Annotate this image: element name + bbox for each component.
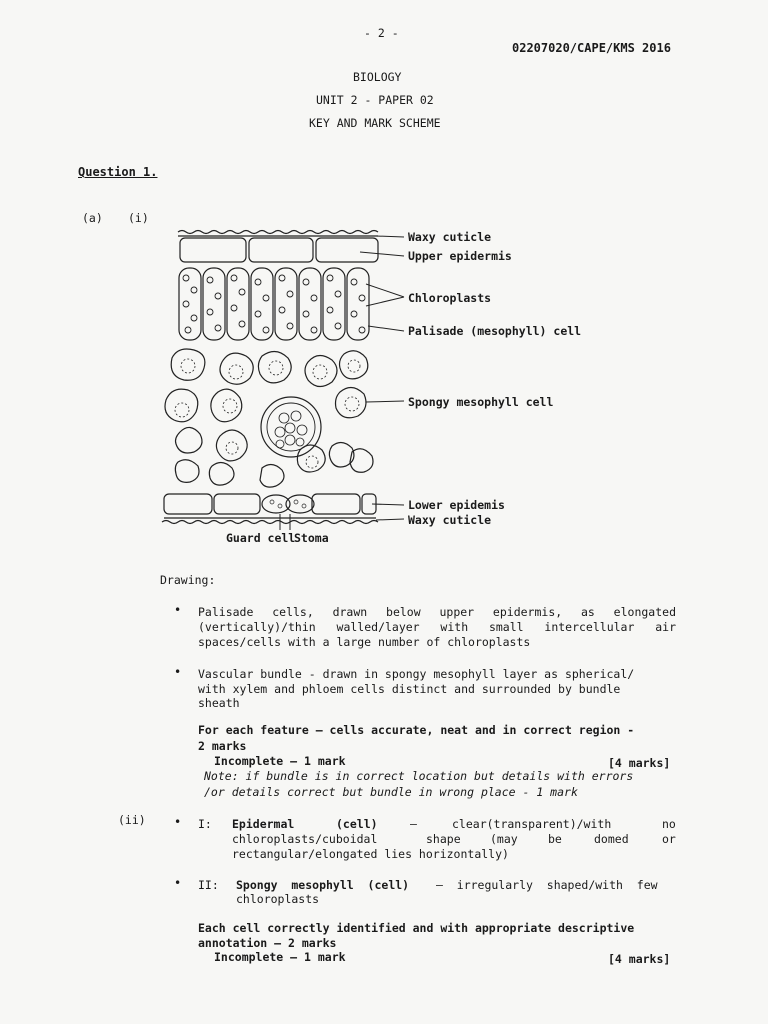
item2-label: II: xyxy=(198,878,219,892)
bullet2-line1: Vascular bundle - drawn in spongy mesophyll layer as spherical/ xyxy=(198,667,635,681)
label-upper-epidermis: Upper epidermis xyxy=(408,249,512,263)
item1-no: no xyxy=(662,817,676,831)
item1-line2-f: or xyxy=(662,832,676,846)
item1-line2-d: be xyxy=(548,832,562,846)
total-marks-2: [4 marks] xyxy=(608,952,671,966)
item2-term: Spongy mesophyll (cell) xyxy=(236,878,410,892)
label-waxy-cuticle-bottom: Waxy cuticle xyxy=(408,513,492,527)
bullet1-line1: Palisade cells, drawn below upper epidermis, as elongated xyxy=(198,605,676,619)
bullet2-line3: sheath xyxy=(198,696,240,710)
label-waxy-cuticle-top: Waxy cuticle xyxy=(408,230,492,244)
bullet1-line3: spaces/cells with a large number of chloroplasts xyxy=(198,635,531,649)
total-marks: [4 marks] xyxy=(608,756,671,770)
label-spongy: Spongy mesophyll cell xyxy=(408,395,554,409)
part-ii-label: (ii) xyxy=(118,813,146,827)
scheme-title: KEY AND MARK SCHEME xyxy=(309,116,441,130)
item1-cell: (cell) xyxy=(336,817,378,831)
item2-rest: — irregularly shaped/with few xyxy=(436,878,658,892)
feature-marks-line2: 2 marks xyxy=(198,739,247,753)
label-palisade: Palisade (mesophyll) cell xyxy=(408,324,582,338)
bullet1-line2: (vertically)/thin walled/layer with small intercellular air xyxy=(198,620,676,634)
drawing-heading: Drawing: xyxy=(160,573,216,587)
incomplete-mark-2: Incomplete — 1 mark xyxy=(214,950,346,964)
note-line2: /or details correct but bundle in wrong place - 1 mark xyxy=(204,785,578,799)
item1-term: Epidermal xyxy=(232,817,295,831)
item2-line2: chloroplasts xyxy=(236,892,320,906)
label-lower-epidermis: Lower epidemis xyxy=(408,498,505,512)
item1-label: I: xyxy=(198,817,212,831)
item1-dash: — xyxy=(410,817,417,831)
each-cell-line2: annotation — 2 marks xyxy=(198,936,337,950)
item1-rest1: clear(transparent)/with xyxy=(452,817,612,831)
item1-line2-c: (may xyxy=(490,832,518,846)
item1-line2-e: domed xyxy=(594,832,629,846)
label-chloroplasts: Chloroplasts xyxy=(408,291,492,305)
bullet-icon: • xyxy=(174,603,182,617)
label-stoma: Stoma xyxy=(294,531,329,545)
label-guard-cell: Guard cell xyxy=(226,531,296,545)
feature-marks-line1: For each feature — cells accurate, neat and in correct region - xyxy=(198,723,635,737)
bullet-icon: • xyxy=(174,876,182,890)
item1-line2-b: shape xyxy=(426,832,461,846)
incomplete-mark: Incomplete — 1 mark xyxy=(214,754,346,768)
part-i-label: (i) xyxy=(128,211,149,225)
page-number: - 2 - xyxy=(364,26,399,40)
bullet-icon: • xyxy=(174,665,182,679)
unit-title: UNIT 2 - PAPER 02 xyxy=(316,93,434,107)
question-heading: Question 1. xyxy=(78,165,158,179)
each-cell-line1: Each cell correctly identified and with appropriate descriptive xyxy=(198,921,635,935)
part-a-label: (a) xyxy=(82,211,103,225)
bullet-icon: • xyxy=(174,815,182,829)
document-code: 02207020/CAPE/KMS 2016 xyxy=(512,41,671,55)
note-line1: Note: if bundle is in correct location but details with errors xyxy=(204,769,634,783)
subject-title: BIOLOGY xyxy=(353,70,402,84)
item1-line3: rectangular/elongated lies horizontally) xyxy=(232,847,509,861)
item1-line2-a: chloroplasts/cuboidal xyxy=(232,832,378,846)
bullet2-line2: with xylem and phloem cells distinct and surrounded by bundle xyxy=(198,682,621,696)
